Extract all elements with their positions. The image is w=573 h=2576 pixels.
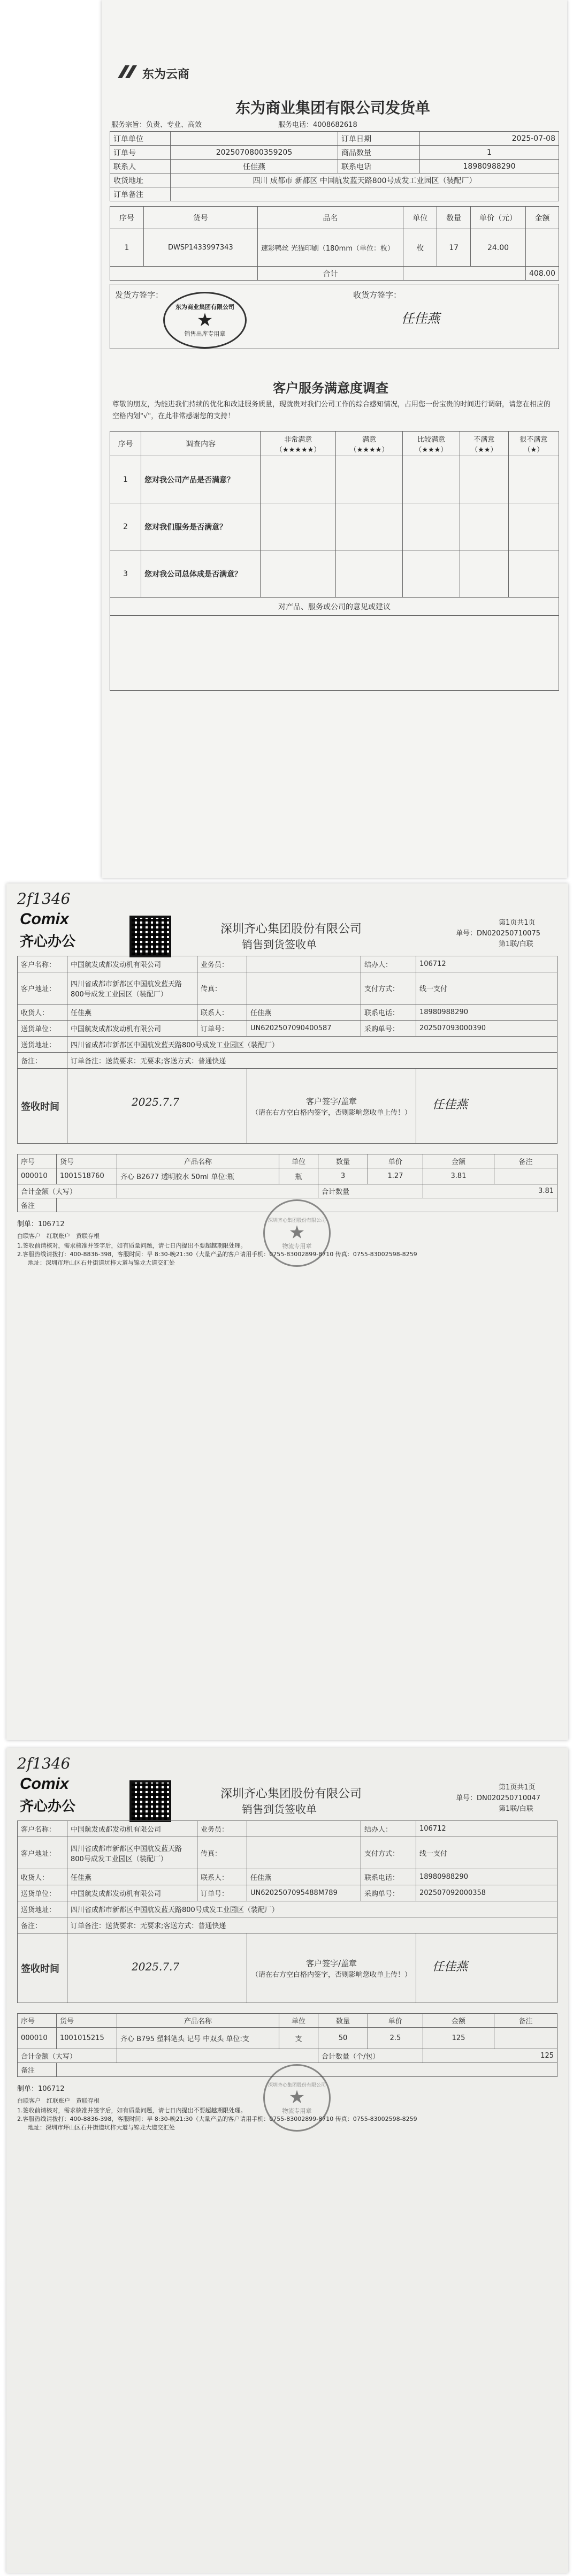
survey-checkbox[interactable] [460,550,508,598]
survey-stars-3: （★★★） [415,445,448,454]
fax-label: 传真： [197,1837,247,1869]
order-date-label: 订单日期 [338,132,420,146]
sender-sign-label: 发货方签字： [115,290,164,300]
items-header-sku: 货号 [143,207,257,229]
remark-value: 订单备注：送货要求：无要求;客送方式：普通快递 [67,1917,557,1933]
total-words [117,1184,318,1198]
remark-label: 备注： [18,1917,67,1933]
items-header-unit: 单位 [403,207,437,229]
customer-signature: 任佳燕 [432,1960,468,1974]
mobile-value: 18980988290 [416,1004,557,1021]
address-value: 四川 成都市 新都区 中国航发蓝天路800号成发工业园区（装配厂） [171,173,559,187]
item-qty: 17 [437,229,471,267]
receipt-header-no: 序号 [18,2014,57,2028]
code-value: 106712 [416,1821,557,1837]
table-row [110,550,559,598]
seal-bottom-text: 物流专用章 [282,1242,312,1250]
customer-value: 中国航发成都发动机有限公司 [67,1821,197,1837]
customer-sign-field[interactable] [416,1069,557,1144]
table-row [110,456,559,503]
page-number: 第1页共1页 [499,1784,536,1792]
survey-checkbox[interactable] [261,456,336,503]
receiver-sign-label: 收货方签字： [353,290,402,300]
survey-header-satisfied [336,432,402,456]
seal-top-text: 东为商业集团有限公司 [175,304,234,311]
order-unit-value [171,132,338,146]
survey-checkbox[interactable] [460,503,508,550]
remark-value [171,187,559,201]
doc-title: 销售到货签收单 [242,1803,317,1816]
seal-top-text: 深圳齐心集团股份有限公司 [268,1218,326,1223]
seal-top-text: 深圳齐心集团股份有限公司 [268,2082,326,2088]
order-label: 订单号： [197,1021,247,1037]
items-header-price: 单价（元） [471,207,526,229]
order-date-value: 2025-07-08 [420,132,559,146]
receipt-item-price: 1.27 [368,1168,423,1184]
corner-note: 2f1346 [17,1755,71,1772]
address-label: 收货地址 [110,173,171,187]
item-no: 1 [110,229,144,267]
receipt-header-sku: 货号 [57,2014,117,2028]
customer-address-value: 四川省成都市新都区中国航发蓝天路800号成发工业园区（装配厂） [67,972,197,1004]
note-label: 备注 [18,1198,57,1212]
qr-code-icon [129,1780,171,1822]
dongwei-logo-text: 东为云商 [142,68,190,81]
order-value: UN6202507095488M789 [247,1885,361,1901]
survey-header-unsatisfied [460,432,508,456]
receipt-item-name: 齐心 B795 塑料笔头 记号 中双头 单位:支 [117,2028,279,2049]
receiver-label: 收货人： [18,1004,67,1021]
page-number: 第1页共1页 [499,919,536,927]
survey-header-fair [402,432,460,456]
order-label: 订单号： [197,1885,247,1901]
footer-line-1: 1.签收前请核对，需求核准并签字后，如有质量问题，请七日内提出不要超越期限处理。 [17,1242,247,1249]
survey-feedback-field[interactable] [110,616,559,691]
order-unit-label: 订单单位 [110,132,171,146]
ship-address-label: 送货地址： [18,1037,67,1053]
remark-label: 备注： [18,1053,67,1069]
tel-value: 18980988290 [420,160,559,173]
survey-checkbox[interactable] [402,503,460,550]
seal-bottom-text: 销售出库专用章 [184,330,226,337]
customer-value: 中国航发成都发动机有限公司 [67,956,197,972]
customer-sign-label [247,1069,416,1144]
fax-value [247,972,361,1004]
doc-number: 单号：DN020250710075 [456,930,540,938]
survey-stars-4: （★★★★） [349,445,389,454]
survey-row-no: 2 [110,503,141,550]
service-phone: 服务电话：4008682618 [278,121,357,129]
receipt-item-remark [494,2028,557,2049]
sign-time-value [67,1933,247,2003]
receipt-item-no: 000010 [18,2028,57,2049]
receipt-item-sku: 1001015215 [57,2028,117,2049]
remark-label: 订单备注 [110,187,171,201]
logistics-seal [263,2064,331,2132]
corner-note: 2f1346 [17,890,71,908]
contact-label: 联系人： [197,1869,247,1885]
mobile-label: 联系电话： [361,1869,416,1885]
survey-checkbox[interactable] [261,503,336,550]
customer-sign-label [247,1933,416,2003]
code-value: 106712 [416,956,557,972]
receipt-info-table [17,956,557,1144]
survey-header-very-unsatisfied [508,432,559,456]
items-header-no: 序号 [110,207,144,229]
survey-checkbox[interactable] [508,550,559,598]
pkg-count-value: 1 [420,146,559,160]
table-row [18,1168,557,1184]
receipt-header-qty: 数量 [318,2014,368,2028]
footer-line-3: 地址：深圳市坪山区石井街道坑梓大道与锦龙大道交汇处 [28,2124,175,2131]
from-value: 中国航发成都发动机有限公司 [67,1021,197,1037]
survey-footer: 对产品、服务或公司的意见或建议 [110,598,559,616]
doc-number: 单号：DN020250710047 [456,1794,540,1802]
customer-sign-title: 客户签字/盖章 [305,1958,357,1968]
order-value: UN6202507090400587 [247,1021,361,1037]
fax-label: 传真： [197,972,247,1004]
receipt-info-table [17,1820,557,2003]
receipt-header-price: 单价 [368,1154,423,1168]
survey-header-very-satisfied [261,432,336,456]
receipt-item-qty: 3 [318,1168,368,1184]
from-label: 送货单位： [18,1021,67,1037]
sign-time-value [67,1069,247,1144]
slogan: 服务宗旨：负责、专业、高效 [111,121,202,129]
qr-code-icon [129,916,171,957]
total-value: 408.00 [526,267,559,281]
salesman-value [247,1821,361,1837]
total-amount: 125 [423,2049,557,2063]
table-row [110,229,559,267]
receipt-header-unit: 单位 [279,2014,318,2028]
order-no-label: 订单号 [110,146,171,160]
po-value: 202507093000390 [416,1021,557,1037]
receipt-item-name: 齐心 B2677 透明胶水 50ml 单位:瓶 [117,1168,279,1184]
receipt-header-amount: 金额 [423,2014,494,2028]
survey-row-question: 您对我们服务是否满意？ [141,503,261,550]
receipt-item-unit: 支 [279,2028,318,2049]
receipt-header-sku: 货号 [57,1154,117,1168]
survey-header-very-unsatisfied-label: 很不满意 [519,435,548,444]
receipt-header-price: 单价 [368,2014,423,2028]
total-qty-label: 合计数量 [318,1184,423,1198]
receipt-page-1 [6,883,568,1740]
mobile-label: 联系电话： [361,1004,416,1021]
customer-label: 客户名称： [18,956,67,972]
code-label: 结办人： [361,956,416,972]
survey-stars-1: （★） [523,445,544,454]
tel-label: 联系电话 [338,160,420,173]
total-words [117,2049,318,2063]
items-table [110,206,559,281]
survey-stars-2: （★★） [471,445,498,454]
receiver-signature: 任佳燕 [401,311,440,326]
seal-bottom-text: 物流专用章 [282,2107,312,2114]
receipt-header-qty: 数量 [318,1154,368,1168]
payment-label: 支付方式： [361,972,416,1004]
total-label: 合计金额（大写） [18,1184,117,1198]
from-label: 送货单位： [18,1885,67,1901]
survey-title: 客户服务满意度调查 [273,381,388,396]
survey-intro: 尊敬的朋友，为能进我们持续的优化和改进服务质量，现就贵对我们公司工作的综合感知情况，占用您一份宝贵的时间进行调研，请您在相应的空格内划"√"，在此非常感谢您的支持！ [112,401,551,420]
footer-line-2: 2.客服热线请拨打：400-8836-398，客服时间：早 8:30-晚21:30（大量产品的客户请用手机：0755-83002899-8710 传真：0755-83002598-8259 [17,2116,417,2122]
survey-table [110,431,559,691]
receiver-value: 任佳燕 [67,1004,197,1021]
doc-copy: 第1联/白联 [499,1805,533,1813]
contact-value: 任佳燕 [247,1004,361,1021]
footer-code: 制单：106712 [17,2085,65,2093]
items-header-qty: 数量 [437,207,471,229]
contact-value: 任佳燕 [171,160,338,173]
footer-line-2: 2.客服热线请拨打：400-8836-398，客服时间：早 8:30-晚21:30（大量产品的客户请用手机：0755-83002899-8710 传真：0755-83002598-8259 [17,1251,417,1258]
footer-line-3: 地址：深圳市坪山区石井街道坑梓大道与锦龙大道交汇处 [28,1259,175,1266]
seal-star-icon: ★ [288,2086,305,2108]
receipt-item-price: 2.5 [368,2028,423,2049]
survey-checkbox[interactable] [402,550,460,598]
survey-header-unsatisfied-label: 不满意 [473,435,495,444]
from-value: 中国航发成都发动机有限公司 [67,1885,197,1901]
note-label: 备注 [18,2063,57,2077]
remark-value: 订单备注：送货要求：无要求;客送方式：普通快递 [67,1053,557,1069]
survey-header-satisfied-label: 满意 [362,435,376,444]
receipt-header-unit: 单位 [279,1154,318,1168]
survey-checkbox[interactable] [402,456,460,503]
fax-value [247,1837,361,1869]
receiver-label: 收货人： [18,1869,67,1885]
payment-label: 支付方式： [361,1837,416,1869]
receipt-header-amount: 金额 [423,1154,494,1168]
receipt-header-name: 产品名称 [117,2014,279,2028]
contact-label: 联系人： [197,1004,247,1021]
total-amount: 3.81 [423,1184,557,1198]
delivery-note-page [102,0,567,878]
code-label: 结办人： [361,1821,416,1837]
footer-copies: 白联客户 红联账户 黄联存根 [17,2097,100,2104]
seal-star-icon: ★ [288,1221,305,1243]
receipt-item-no: 000010 [18,1168,57,1184]
survey-checkbox[interactable] [460,456,508,503]
ship-address-value: 四川省成都市新都区中国航发蓝天路800号成发工业园区（装配厂） [67,1901,557,1917]
dongwei-logo [118,64,139,81]
receipt-item-remark [494,1168,557,1184]
customer-signature: 任佳燕 [432,1098,468,1112]
dongwei-logo-icon [118,64,139,79]
survey-stars-5: （★★★★★） [276,445,321,454]
order-info-table [110,131,559,201]
survey-checkbox[interactable] [261,550,336,598]
survey-row-question: 您对我公司总体成是否满意？ [141,550,261,598]
item-amount [526,229,559,267]
survey-header-very-satisfied-label: 非常满意 [284,435,312,444]
receiver-value: 任佳燕 [67,1869,197,1885]
receipt-header-remark: 备注 [494,2014,557,2028]
sign-time-label: 签收时间 [18,1069,67,1144]
receipt-item-unit: 瓶 [279,1168,318,1184]
po-value: 202507092000358 [416,1885,557,1901]
company-name: 深圳齐心集团股份有限公司 [220,1787,362,1801]
comix-logo: Comix [20,910,69,928]
pkg-count-label: 商品数量 [338,146,420,160]
customer-label: 客户名称： [18,1821,67,1837]
survey-checkbox[interactable] [336,503,402,550]
comix-logo: Comix [20,1775,69,1793]
item-unit: 枚 [403,229,437,267]
comix-logo-cn: 齐心办公 [20,1799,76,1815]
footer-code: 制单：106712 [17,1220,65,1228]
footer-line-1: 1.签收前请核对，需求核准并签字后，如有质量问题，请七日内提出不要超越期限处理。 [17,2107,247,2114]
comix-logo-cn: 齐心办公 [20,934,76,950]
contact-value: 任佳燕 [247,1869,361,1885]
customer-address-value: 四川省成都市新都区中国航发蓝天路800号成发工业园区（装配厂） [67,1837,197,1869]
receipt-header-remark: 备注 [494,1154,557,1168]
po-label: 采购单号： [361,1885,416,1901]
total-spacer [110,267,258,281]
footer-copies: 白联客户 红联账户 黄联存根 [17,1233,100,1240]
item-price: 24.00 [471,229,526,267]
table-row [110,503,559,550]
survey-row-no: 3 [110,550,141,598]
customer-sign-title: 客户签字/盖章 [305,1096,357,1106]
receipt-item-qty: 50 [318,2028,368,2049]
sign-date-handwritten: 2025.7.7 [132,1096,180,1108]
survey-header-fair-label: 比较满意 [417,435,445,444]
survey-checkbox[interactable] [508,503,559,550]
receipt-item-sku: 1001518760 [57,1168,117,1184]
sign-date-handwritten: 2025.7.7 [132,1960,180,1973]
items-header-amount: 金额 [526,207,559,229]
survey-checkbox[interactable] [336,456,402,503]
items-header-name: 品名 [257,207,403,229]
item-sku: DWSP1433997343 [143,229,257,267]
doc-copy: 第1联/白联 [499,940,533,948]
survey-header-no: 序号 [110,432,141,456]
salesman-label: 业务员： [197,1821,247,1837]
table-row [18,2028,557,2049]
customer-address-label: 客户地址： [18,972,67,1004]
po-label: 采购单号： [361,1021,416,1037]
company-seal [163,292,247,349]
salesman-label: 业务员： [197,956,247,972]
total-qty-label: 合计数量（个/包） [318,2049,423,2063]
sign-time-label: 签收时间 [18,1933,67,2003]
receipt-header-name: 产品名称 [117,1154,279,1168]
seal-star-icon: ★ [196,309,213,331]
receipt-header-no: 序号 [18,1154,57,1168]
survey-row-no: 1 [110,456,141,503]
total-label: 合计金额（大写） [18,2049,117,2063]
receipt-item-amount: 125 [423,2028,494,2049]
customer-sign-note: （请在右方空白格内签字，否则影响您收单上传！） [251,1108,411,1117]
survey-row-question: 您对我公司产品是否满意？ [141,456,261,503]
salesman-value [247,956,361,972]
survey-checkbox[interactable] [508,456,559,503]
customer-sign-note: （请在右方空白格内签字，否则影响您收单上传！） [251,1970,411,1979]
survey-header-content: 调查内容 [141,432,261,456]
order-no-value: 2025070800359205 [171,146,338,160]
total-label: 合计 [257,267,403,281]
page-title: 东为商业集团有限公司发货单 [235,99,431,117]
customer-sign-field[interactable] [416,1933,557,2003]
customer-address-label: 客户地址： [18,1837,67,1869]
payment-value: 线一支付 [416,1837,557,1869]
ship-address-value: 四川省成都市新都区中国航发蓝天路800号成发工业园区（装配厂） [67,1037,557,1053]
ship-address-label: 送货地址： [18,1901,67,1917]
survey-checkbox[interactable] [336,550,402,598]
item-name: 速彩鸭丝 光猫印刷（180mm（单位：枚） [257,229,403,267]
contact-label: 联系人 [110,160,171,173]
receipt-item-amount: 3.81 [423,1168,494,1184]
doc-title: 销售到货签收单 [242,938,317,951]
payment-value: 线一支付 [416,972,557,1004]
mobile-value: 18980988290 [416,1869,557,1885]
logistics-seal [263,1199,331,1267]
company-name: 深圳齐心集团股份有限公司 [220,923,362,936]
receipt-page-2 [6,1748,568,2573]
total-spacer-2 [403,267,526,281]
